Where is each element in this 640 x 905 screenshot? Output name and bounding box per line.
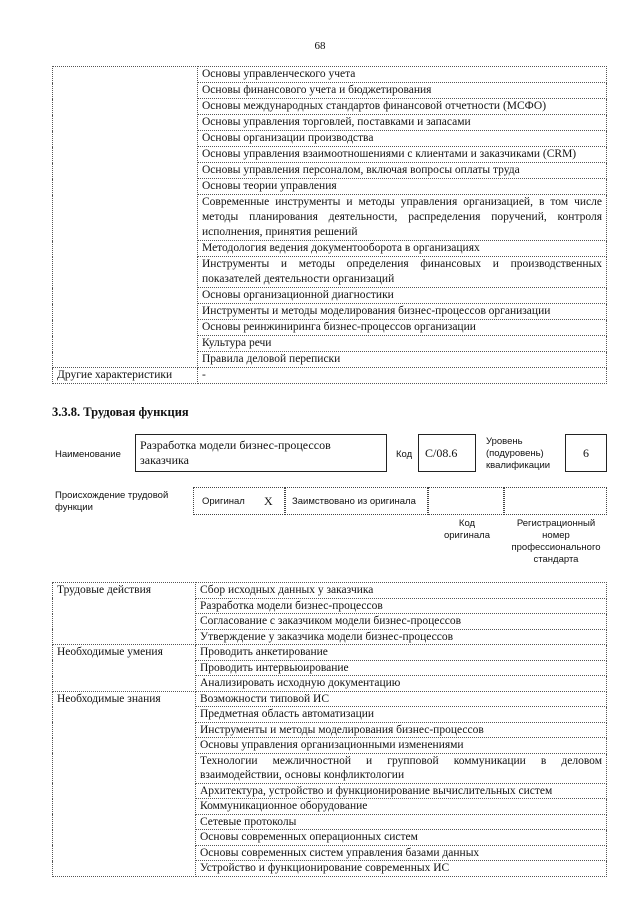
section-title: 3.3.8. Трудовая функция — [52, 405, 189, 419]
code-original-box — [428, 487, 504, 515]
group-item: Согласование с заказчиком модели бизнес-процессов — [196, 614, 607, 630]
knowledge-item: Основы управленческого учета — [198, 67, 607, 83]
knowledge-item: Основы реинжиниринга бизнес-процессов организации — [198, 320, 607, 336]
page-number: 68 — [314, 40, 326, 52]
table-row — [53, 368, 607, 384]
level-box — [565, 434, 607, 472]
labor-function-table — [52, 582, 607, 877]
group-label: Трудовые действия — [53, 583, 196, 645]
knowledge-item: Основы управления взаимоотношениями с клиентами и заказчиками (CRM) — [198, 147, 607, 163]
group-item: Утверждение у заказчика модели бизнес-процессов — [196, 629, 607, 645]
table-row — [53, 645, 607, 661]
knowledge-item: Основы международных стандартов финансовой отчетности (МСФО) — [198, 99, 607, 115]
group-item: Технологии межличностной и групповой коммуникации в деловом взаимодействии, основы конфликтологии — [196, 753, 607, 783]
level-value: 6 — [583, 446, 589, 460]
group-item: Сетевые протоколы — [196, 814, 607, 830]
level-label: Уровень (подуровень) квалификации — [486, 436, 551, 471]
knowledge-item: Основы организационной диагностики — [198, 288, 607, 304]
knowledge-item: Методология ведения документооборота в организациях — [198, 241, 607, 257]
group-item: Основы управления организационными изменениями — [196, 738, 607, 754]
group-label: Необходимые знания — [53, 691, 196, 876]
other-characteristics-value: - — [198, 368, 607, 384]
original-mark: X — [264, 494, 273, 508]
group-item: Анализировать исходную документацию — [196, 676, 607, 692]
label-cell-empty — [53, 67, 198, 368]
knowledge-item: Правила деловой переписки — [198, 352, 607, 368]
group-item: Предметная область автоматизации — [196, 707, 607, 723]
knowledge-item: Культура речи — [198, 336, 607, 352]
group-item: Основы современных операционных систем — [196, 830, 607, 846]
group-label: Необходимые умения — [53, 645, 196, 692]
origin-label: Происхождение трудовой функции — [55, 490, 169, 513]
code-label: Код — [396, 449, 413, 460]
code-value: C/08.6 — [425, 446, 458, 460]
knowledge-table-continued — [52, 66, 607, 384]
table-row — [53, 67, 607, 83]
knowledge-item: Инструменты и методы моделирования бизнес-процессов организации — [198, 304, 607, 320]
knowledge-item: Основы финансового учета и бюджетирования — [198, 83, 607, 99]
name-label: Наименование — [55, 449, 121, 460]
group-item: Основы современных систем управления базами данных — [196, 845, 607, 861]
group-item: Инструменты и методы моделирования бизнес-процессов — [196, 722, 607, 738]
function-name: Разработка модели бизнес-процессов заказчика — [140, 438, 331, 467]
code-box — [418, 434, 476, 472]
group-item: Проводить анкетирование — [196, 645, 607, 661]
knowledge-item: Современные инструменты и методы управления организацией, в том числе методы планирования деятельности, распределения поручений, контроля исполнения, принятия решений — [198, 195, 607, 241]
name-box — [135, 434, 387, 472]
knowledge-item: Основы управления торговлей, поставками и запасами — [198, 115, 607, 131]
knowledge-item: Основы теории управления — [198, 179, 607, 195]
group-item: Архитектура, устройство и функционирование вычислительных систем — [196, 783, 607, 799]
original-box — [193, 487, 285, 515]
group-item: Проводить интервьюирование — [196, 660, 607, 676]
table-row — [53, 691, 607, 707]
group-item: Устройство и функционирование современных ИС — [196, 861, 607, 877]
group-item: Коммуникационное оборудование — [196, 799, 607, 815]
group-item: Возможности типовой ИС — [196, 691, 607, 707]
group-item: Сбор исходных данных у заказчика — [196, 583, 607, 599]
knowledge-item: Основы управления персоналом, включая вопросы оплаты труда — [198, 163, 607, 179]
knowledge-item: Инструменты и методы определения финансовых и производственных показателей деятельности организаций — [198, 257, 607, 288]
other-characteristics-label: Другие характеристики — [53, 368, 198, 384]
borrowed-box — [285, 487, 428, 515]
borrowed-label: Заимствовано из оригинала — [292, 496, 416, 507]
registration-label: Регистрационный номер профессионального стандарта — [511, 518, 601, 565]
code-original-label: Код оригинала — [443, 518, 490, 541]
table-row — [53, 583, 607, 599]
original-label: Оригинал — [202, 496, 245, 507]
registration-box — [504, 487, 607, 515]
knowledge-item: Основы организации производства — [198, 131, 607, 147]
group-item: Разработка модели бизнес-процессов — [196, 598, 607, 614]
